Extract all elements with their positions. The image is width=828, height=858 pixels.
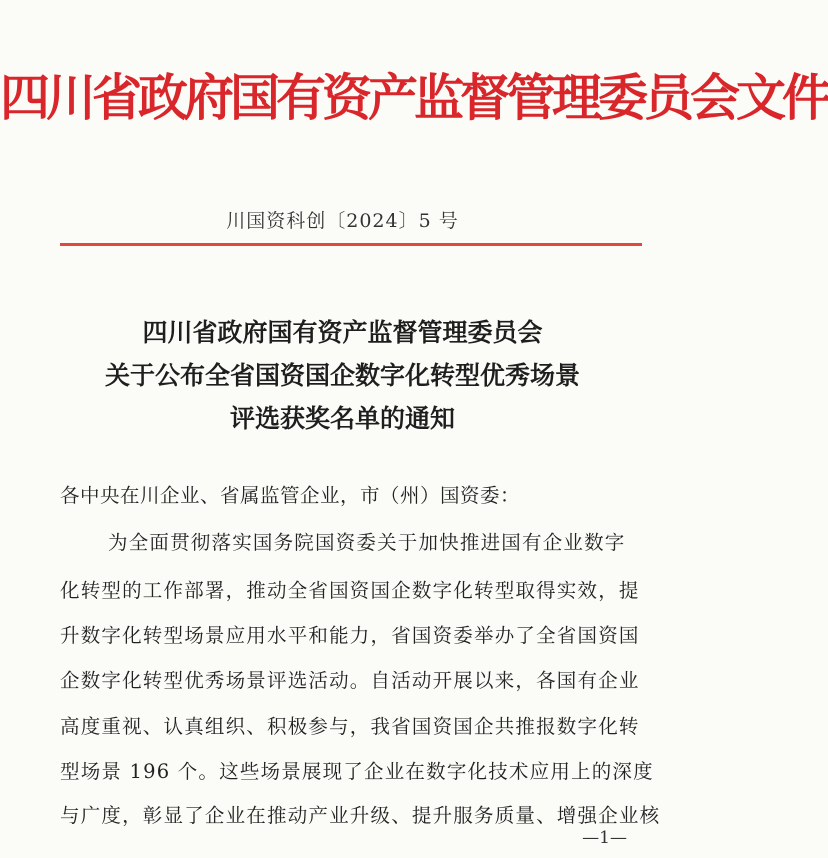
red-divider-rule [60, 243, 642, 246]
body-text-line: 升数字化转型场景应用水平和能力，省国资委举办了全省国资国 [60, 624, 640, 647]
notice-title-line-2: 关于公布全省国资国企数字化转型优秀场景 [104, 361, 580, 390]
body-text-line: 高度重视、认真组织、积极参与，我省国资国企共推报数字化转 [60, 715, 640, 738]
document-masthead: 四川省政府国有资产监督管理委员会文件 [0, 69, 828, 127]
body-text-line: 为全面贯彻落实国务院国资委关于加快推进国有企业数字 [108, 531, 626, 554]
page-number: —1— [582, 828, 627, 848]
body-text-line: 与广度，彰显了企业在推动产业升级、提升服务质量、增强企业核 [60, 804, 661, 827]
body-text-line: 化转型的工作部署，推动全省国资国企数字化转型取得实效，提 [60, 579, 640, 602]
body-text-line: 型场景 196 个。这些场景展现了企业在数字化技术应用上的深度 [60, 760, 654, 783]
salutation: 各中央在川企业、省属监管企业，市（州）国资委： [60, 484, 521, 507]
notice-title-line-1: 四川省政府国有资产监督管理委员会 [142, 318, 543, 347]
body-text-line: 企数字化转型优秀场景评选活动。自活动开展以来，各国有企业 [60, 669, 640, 692]
notice-title-line-3: 评选获奖名单的通知 [229, 404, 455, 433]
document-number: 川国资科创〔2024〕5 号 [226, 210, 459, 232]
